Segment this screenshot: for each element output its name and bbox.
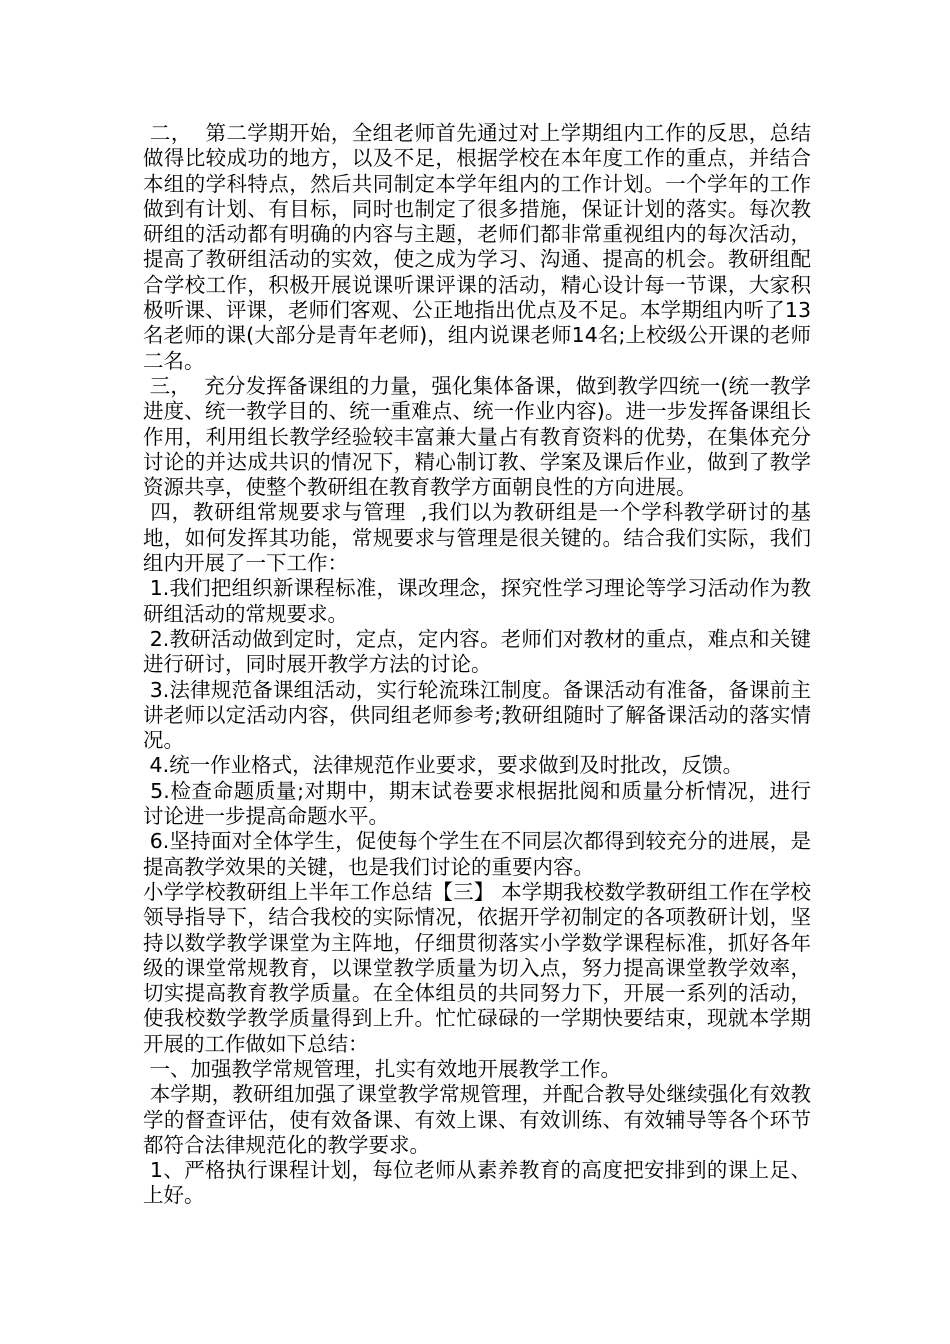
list-item-4: 4.统一作业格式，法律规范作业要求，要求做到及时批改，反馈。 xyxy=(143,753,744,778)
paragraph-section-four: 四，教研组常规要求与管理 ,我们以为教研组是一个学科教学研讨的基地，如何发挥其功能，常规要求与管理是很关键的。结合我们实际，我们组内开展了一下工作： xyxy=(143,500,811,576)
list-item-5: 5.检查命题质量;对期中，期末试卷要求根据批阅和质量分析情况，进行讨论进一步提高命题水平。 xyxy=(143,778,811,829)
list-item-3: 3.法律规范备课组活动，实行轮流珠江制度。备课活动有准备，备课前主讲老师以定活动内容，供同组老师参考;教研组随时了解备课活动的落实情况。 xyxy=(143,677,811,753)
paragraph-semester: 本学期，教研组加强了课堂教学常规管理，并配合教导处继续强化有效教学的督查评估，使有效备课、有效上课、有效训练、有效辅导等各个环节都符合法律规范化的教学要求。 xyxy=(143,1082,811,1157)
heading-section-one: 一、加强教学常规管理，扎实有效地开展教学工作。 xyxy=(143,1056,622,1081)
list-item-1: 1.我们把组织新课程标准，课改理念，探究性学习理论等学习活动作为教研组活动的常规要求。 xyxy=(143,576,811,626)
paragraph-section-three: 三， 充分发挥备课组的力量，强化集体备课，做到教学四统一(统一教学进度、统一教学目的、统一重难点、统一作业内容)。进一步发挥备课组长作用，利用组长教学经验较丰富兼大量占有教育资料的优势，在集体充分讨论的并达成共识的情况下，精心制订教、学案及课后作业，做到了教学资源共享，使整个教研组在教育教学方面朝良性的方向进展。 xyxy=(143,373,811,500)
document-body xyxy=(143,121,811,1209)
list-item-2: 2.教研活动做到定时，定点，定内容。老师们对教材的重点，难点和关键进行研讨，同时展开教学方法的讨论。 xyxy=(143,626,811,677)
list-item-curriculum: 1、严格执行课程计划，每位老师从素养教育的高度把安排到的课上足、上好。 xyxy=(143,1158,811,1208)
paragraph-summary-three: 小学学校教研组上半年工作总结【三】 本学期我校数学教研组工作在学校领导指导下，结合我校的实际情况，依据开学初制定的各项教研计划，坚持以数学教学课堂为主阵地，仔细贯彻落实小学数学课程标准，抓好各年级的课堂常规教育，以课堂教学质量为切入点，努力提高课堂教学效率，切实提高教育教学质量。在全体组员的共同努力下，开展一系列的活动，使我校数学教学质量得到上升。忙忙碌碌的一学期快要结束，现就本学期开展的工作做如下总结： xyxy=(143,879,811,1056)
list-item-6: 6.坚持面对全体学生，促使每个学生在不同层次都得到较充分的进展，是提高教学效果的关键，也是我们讨论的重要内容。 xyxy=(143,829,811,879)
paragraph-section-two: 二， 第二学期开始，全组老师首先通过对上学期组内工作的反思，总结做得比较成功的地方，以及不足，根据学校在本年度工作的重点，并结合本组的学科特点，然后共同制定本学年组内的工作计划。一个学年的工作做到有计划、有目标，同时也制定了很多措施，保证计划的落实。每次教研组的活动都有明确的内容与主题，老师们都非常重视组内的每次活动，提高了教研组活动的实效，使之成为学习、沟通、提高的机会。教研组配合学校工作，积极开展说课听课评课的活动，精心设计每一节课，大家积极听课、评课，老师们客观、公正地指出优点及不足。本学期组内听了13名老师的课(大部分是青年老师)，组内说课老师14名;上校级公开课的老师二名。 xyxy=(143,121,811,373)
